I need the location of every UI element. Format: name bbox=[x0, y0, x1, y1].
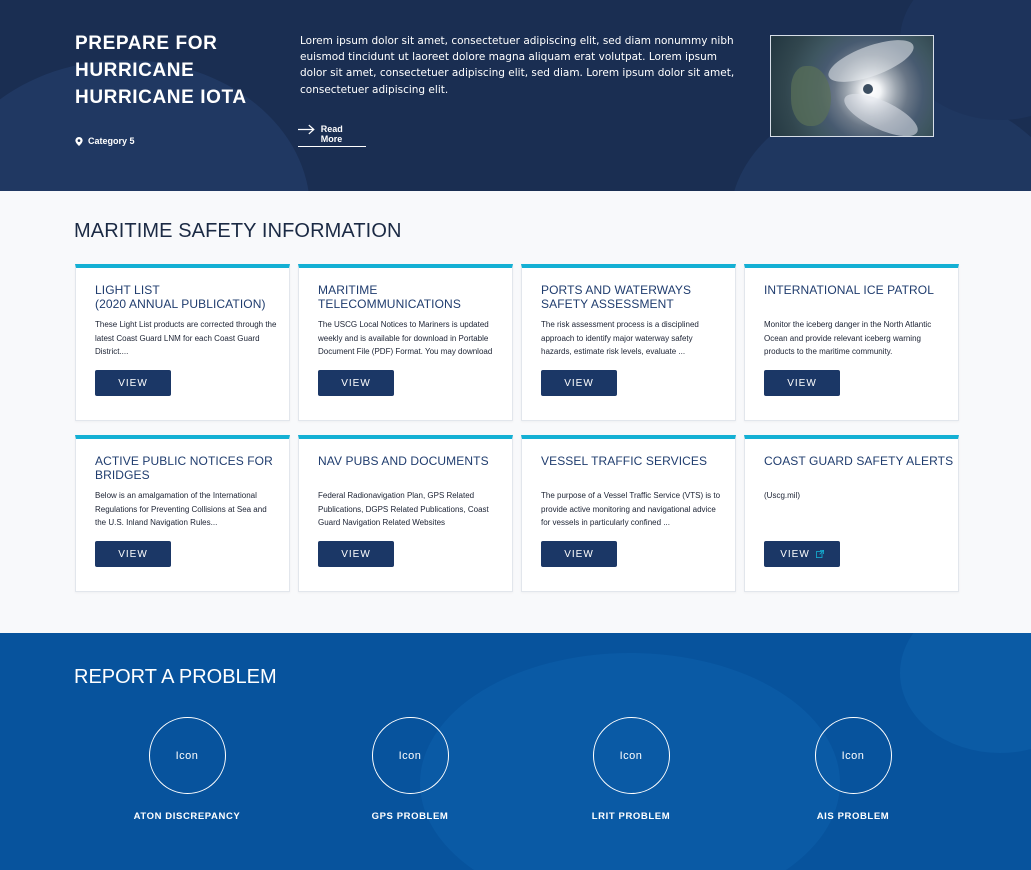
aton-discrepancy-icon bbox=[149, 717, 226, 794]
card-title: VESSEL TRAFFIC SERVICES bbox=[541, 454, 708, 468]
ais-problem-icon bbox=[815, 717, 892, 794]
report-item-label: LRIT PROBLEM bbox=[591, 811, 671, 822]
view-button-label: VIEW bbox=[564, 548, 594, 560]
view-button[interactable] bbox=[95, 370, 171, 396]
arrow-right-icon bbox=[298, 124, 316, 135]
card-description: These Light List products are corrected through the latest Coast Guard LNM for each Coast Guard District.... bbox=[95, 320, 277, 356]
report-item-label: ATON DISCREPANCY bbox=[133, 811, 241, 822]
hero-category bbox=[75, 136, 135, 146]
view-external-button[interactable] bbox=[764, 541, 840, 567]
card-title: MARITIME TELECOMMUNICATIONS bbox=[318, 283, 461, 311]
card-description: Federal Radionavigation Plan, GPS Related Publications, DGPS Related Publications, Coast Guard Navigation Related Websites bbox=[318, 491, 489, 527]
card-title: INTERNATIONAL ICE PATROL bbox=[764, 283, 934, 297]
image-detail bbox=[863, 84, 873, 94]
report-item-label: GPS PROBLEM bbox=[371, 811, 449, 822]
view-button[interactable] bbox=[318, 541, 394, 567]
location-pin-icon bbox=[75, 137, 83, 146]
hurricane-satellite-image bbox=[770, 35, 934, 137]
icon-placeholder-text: Icon bbox=[398, 749, 422, 762]
hero-banner bbox=[0, 0, 1031, 191]
icon-placeholder-text: Icon bbox=[619, 749, 643, 762]
card-safety-alerts bbox=[744, 435, 959, 592]
hero-title bbox=[75, 30, 265, 111]
view-button[interactable] bbox=[764, 370, 840, 396]
hero-description: Lorem ipsum dolor sit amet, consectetuer adipiscing elit, sed diam nonummy nibh euismod tincidunt ut laoreet dolore magna aliquam erat volutpat. Lorem ipsum dolor sit amet, consectetuer adipiscing elit, sed diam. Lorem ipsum dolor sit amet, consectetuer adipiscing elit. bbox=[300, 35, 735, 96]
card-vessel-traffic bbox=[521, 435, 736, 592]
image-detail bbox=[839, 85, 923, 137]
view-button-label: VIEW bbox=[341, 548, 371, 560]
card-description: The USCG Local Notices to Mariners is updated weekly and is available for download in Portable Document File (PDF) Format. You may download bbox=[318, 320, 493, 356]
view-button[interactable] bbox=[95, 541, 171, 567]
card-maritime-telecommunications bbox=[298, 264, 513, 421]
report-problem-section bbox=[0, 633, 1031, 870]
card-description: The risk assessment process is a disciplined approach to identify major waterway safety hazards, estimate risk levels, evaluate ... bbox=[541, 320, 699, 356]
hero-category-label: Category 5 bbox=[88, 136, 135, 146]
image-detail bbox=[791, 66, 831, 126]
view-button-label: VIEW bbox=[564, 377, 594, 389]
view-button[interactable] bbox=[541, 370, 617, 396]
report-gps-problem[interactable] bbox=[330, 717, 490, 822]
icon-placeholder-text: Icon bbox=[175, 749, 199, 762]
hero-title-line: PREPARE FOR bbox=[75, 33, 218, 54]
read-more-label: Read More bbox=[320, 124, 343, 144]
report-lrit-problem[interactable] bbox=[551, 717, 711, 822]
view-button[interactable] bbox=[541, 541, 617, 567]
card-public-notices-bridges bbox=[75, 435, 290, 592]
view-button-label: VIEW bbox=[780, 548, 810, 560]
view-button[interactable] bbox=[318, 370, 394, 396]
maritime-section-title: MARITIME SAFETY INFORMATION bbox=[74, 220, 402, 242]
read-more-link[interactable] bbox=[298, 122, 366, 147]
view-button-label: VIEW bbox=[118, 377, 148, 389]
image-detail bbox=[824, 35, 919, 90]
report-item-label: AIS PROBLEM bbox=[816, 811, 890, 822]
card-international-ice-patrol bbox=[744, 264, 959, 421]
card-ports-waterways bbox=[521, 264, 736, 421]
hero-title-line: HURRICANE bbox=[75, 60, 195, 81]
card-light-list bbox=[75, 264, 290, 421]
view-button-label: VIEW bbox=[118, 548, 148, 560]
report-aton-discrepancy[interactable] bbox=[107, 717, 267, 822]
hero-title-line: HURRICANE IOTA bbox=[75, 87, 247, 108]
report-section-title: REPORT A PROBLEM bbox=[74, 666, 277, 688]
external-link-icon bbox=[816, 550, 824, 558]
card-title: LIGHT LIST (2020 ANNUAL PUBLICATION) bbox=[95, 283, 266, 311]
lrit-problem-icon bbox=[593, 717, 670, 794]
card-description: (Uscg.mil) bbox=[764, 491, 800, 500]
report-ais-problem[interactable] bbox=[773, 717, 933, 822]
view-button-label: VIEW bbox=[787, 377, 817, 389]
card-description: The purpose of a Vessel Traffic Service (VTS) is to provide active monitoring and navigational advice for vessels in particularly confined ... bbox=[541, 491, 721, 527]
card-title: PORTS AND WATERWAYS SAFETY ASSESSMENT bbox=[541, 283, 692, 311]
card-nav-pubs bbox=[298, 435, 513, 592]
card-description: Below is an amalgamation of the International Regulations for Preventing Collisions at Sea and the U.S. Inland Navigation Rules... bbox=[95, 491, 267, 527]
card-title: NAV PUBS AND DOCUMENTS bbox=[318, 454, 489, 468]
card-description: Monitor the iceberg danger in the North Atlantic Ocean and provide relevant iceberg warning products to the maritime community. bbox=[764, 320, 932, 356]
icon-placeholder-text: Icon bbox=[841, 749, 865, 762]
view-button-label: VIEW bbox=[341, 377, 371, 389]
card-title: ACTIVE PUBLIC NOTICES FOR BRIDGES bbox=[95, 454, 273, 482]
gps-problem-icon bbox=[372, 717, 449, 794]
card-title: COAST GUARD SAFETY ALERTS bbox=[764, 454, 954, 468]
